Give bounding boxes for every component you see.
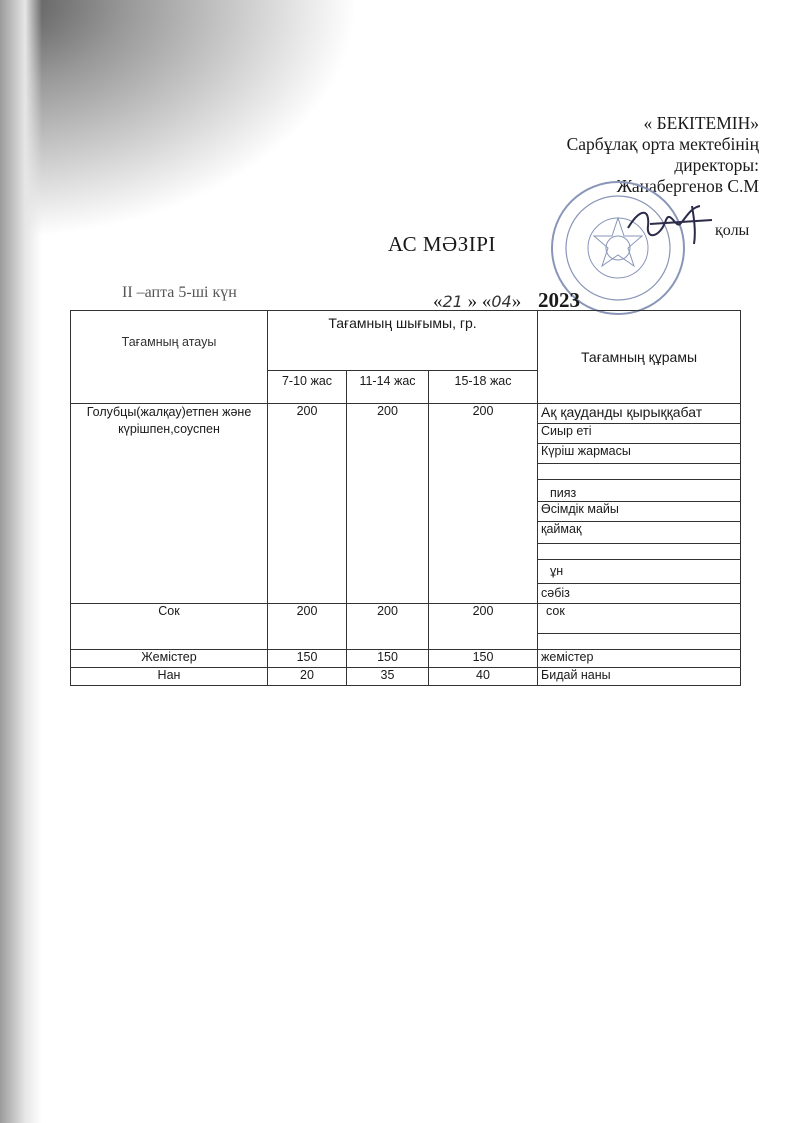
director-name: Жанабергенов С.М xyxy=(616,176,759,196)
dish-name: Нан xyxy=(71,668,268,686)
ingredient: қаймақ xyxy=(538,522,741,544)
quote-close: » xyxy=(467,291,478,312)
date-day: 21 xyxy=(442,292,463,311)
quote-close: » xyxy=(511,291,522,312)
yield-15-18: 200 xyxy=(429,404,538,604)
ingredient: Ақ қауданды қырыққабат xyxy=(538,404,741,424)
ingredient: сок xyxy=(538,604,741,634)
yield-7-10: 20 xyxy=(268,668,347,686)
header-dish-name: Тағамның атауы xyxy=(71,311,268,404)
header-age-15-18: 15-18 жас xyxy=(429,371,538,404)
week-day-label: ІІ –апта 5-ші күн xyxy=(122,284,237,301)
table-row xyxy=(71,604,741,634)
yield-15-18: 150 xyxy=(429,650,538,668)
ingredient: Өсімдік майы xyxy=(538,502,741,522)
yield-11-14: 35 xyxy=(347,668,429,686)
director-label: директоры: xyxy=(674,155,759,175)
page-title: АС МӘЗІРІ xyxy=(388,232,496,256)
ingredient: Сиыр еті xyxy=(538,424,741,444)
yield-7-10: 150 xyxy=(268,650,347,668)
quote-open: « xyxy=(481,291,492,312)
table-row xyxy=(71,650,741,668)
approval-heading: « БЕКІТЕМІН» xyxy=(643,113,759,133)
scan-shadow xyxy=(0,0,360,240)
yield-11-14: 200 xyxy=(347,404,429,604)
ingredient xyxy=(538,544,741,560)
header-age-11-14: 11-14 жас xyxy=(347,371,429,404)
header-age-7-10: 7-10 жас xyxy=(268,371,347,404)
scan-edge-shadow xyxy=(0,0,42,1123)
ingredient: Күріш жармасы xyxy=(538,444,741,464)
ingredient xyxy=(538,634,741,650)
yield-7-10: 200 xyxy=(268,404,347,604)
ingredient: Бидай наны xyxy=(538,668,741,686)
header-row xyxy=(71,311,741,371)
ingredient: пияз xyxy=(538,480,741,502)
dish-name: Сок xyxy=(71,604,268,650)
menu-table xyxy=(70,310,741,686)
date-month: 04 xyxy=(491,292,512,311)
yield-11-14: 200 xyxy=(347,604,429,650)
header-yield: Тағамның шығымы, гр. xyxy=(268,311,538,371)
ingredient xyxy=(538,464,741,480)
yield-11-14: 150 xyxy=(347,650,429,668)
table-row xyxy=(71,668,741,686)
school-name: Сарбұлақ орта мектебінің xyxy=(566,134,759,154)
signature-label: қолы xyxy=(715,222,750,239)
ingredient: сәбіз xyxy=(538,584,741,604)
ingredient: ұн xyxy=(538,560,741,584)
dish-name: Жемістер xyxy=(71,650,268,668)
yield-7-10: 200 xyxy=(268,604,347,650)
quote-open: « xyxy=(433,291,443,312)
yield-15-18: 200 xyxy=(429,604,538,650)
dish-name: Голубцы(жалқау)етпен және күрішпен,соуспен xyxy=(71,404,268,604)
header-composition: Тағамның құрамы xyxy=(538,311,741,404)
yield-15-18: 40 xyxy=(429,668,538,686)
date-year: 2023 xyxy=(537,288,580,312)
table-row xyxy=(71,404,741,424)
ingredient: жемістер xyxy=(538,650,741,668)
signature xyxy=(620,198,720,248)
